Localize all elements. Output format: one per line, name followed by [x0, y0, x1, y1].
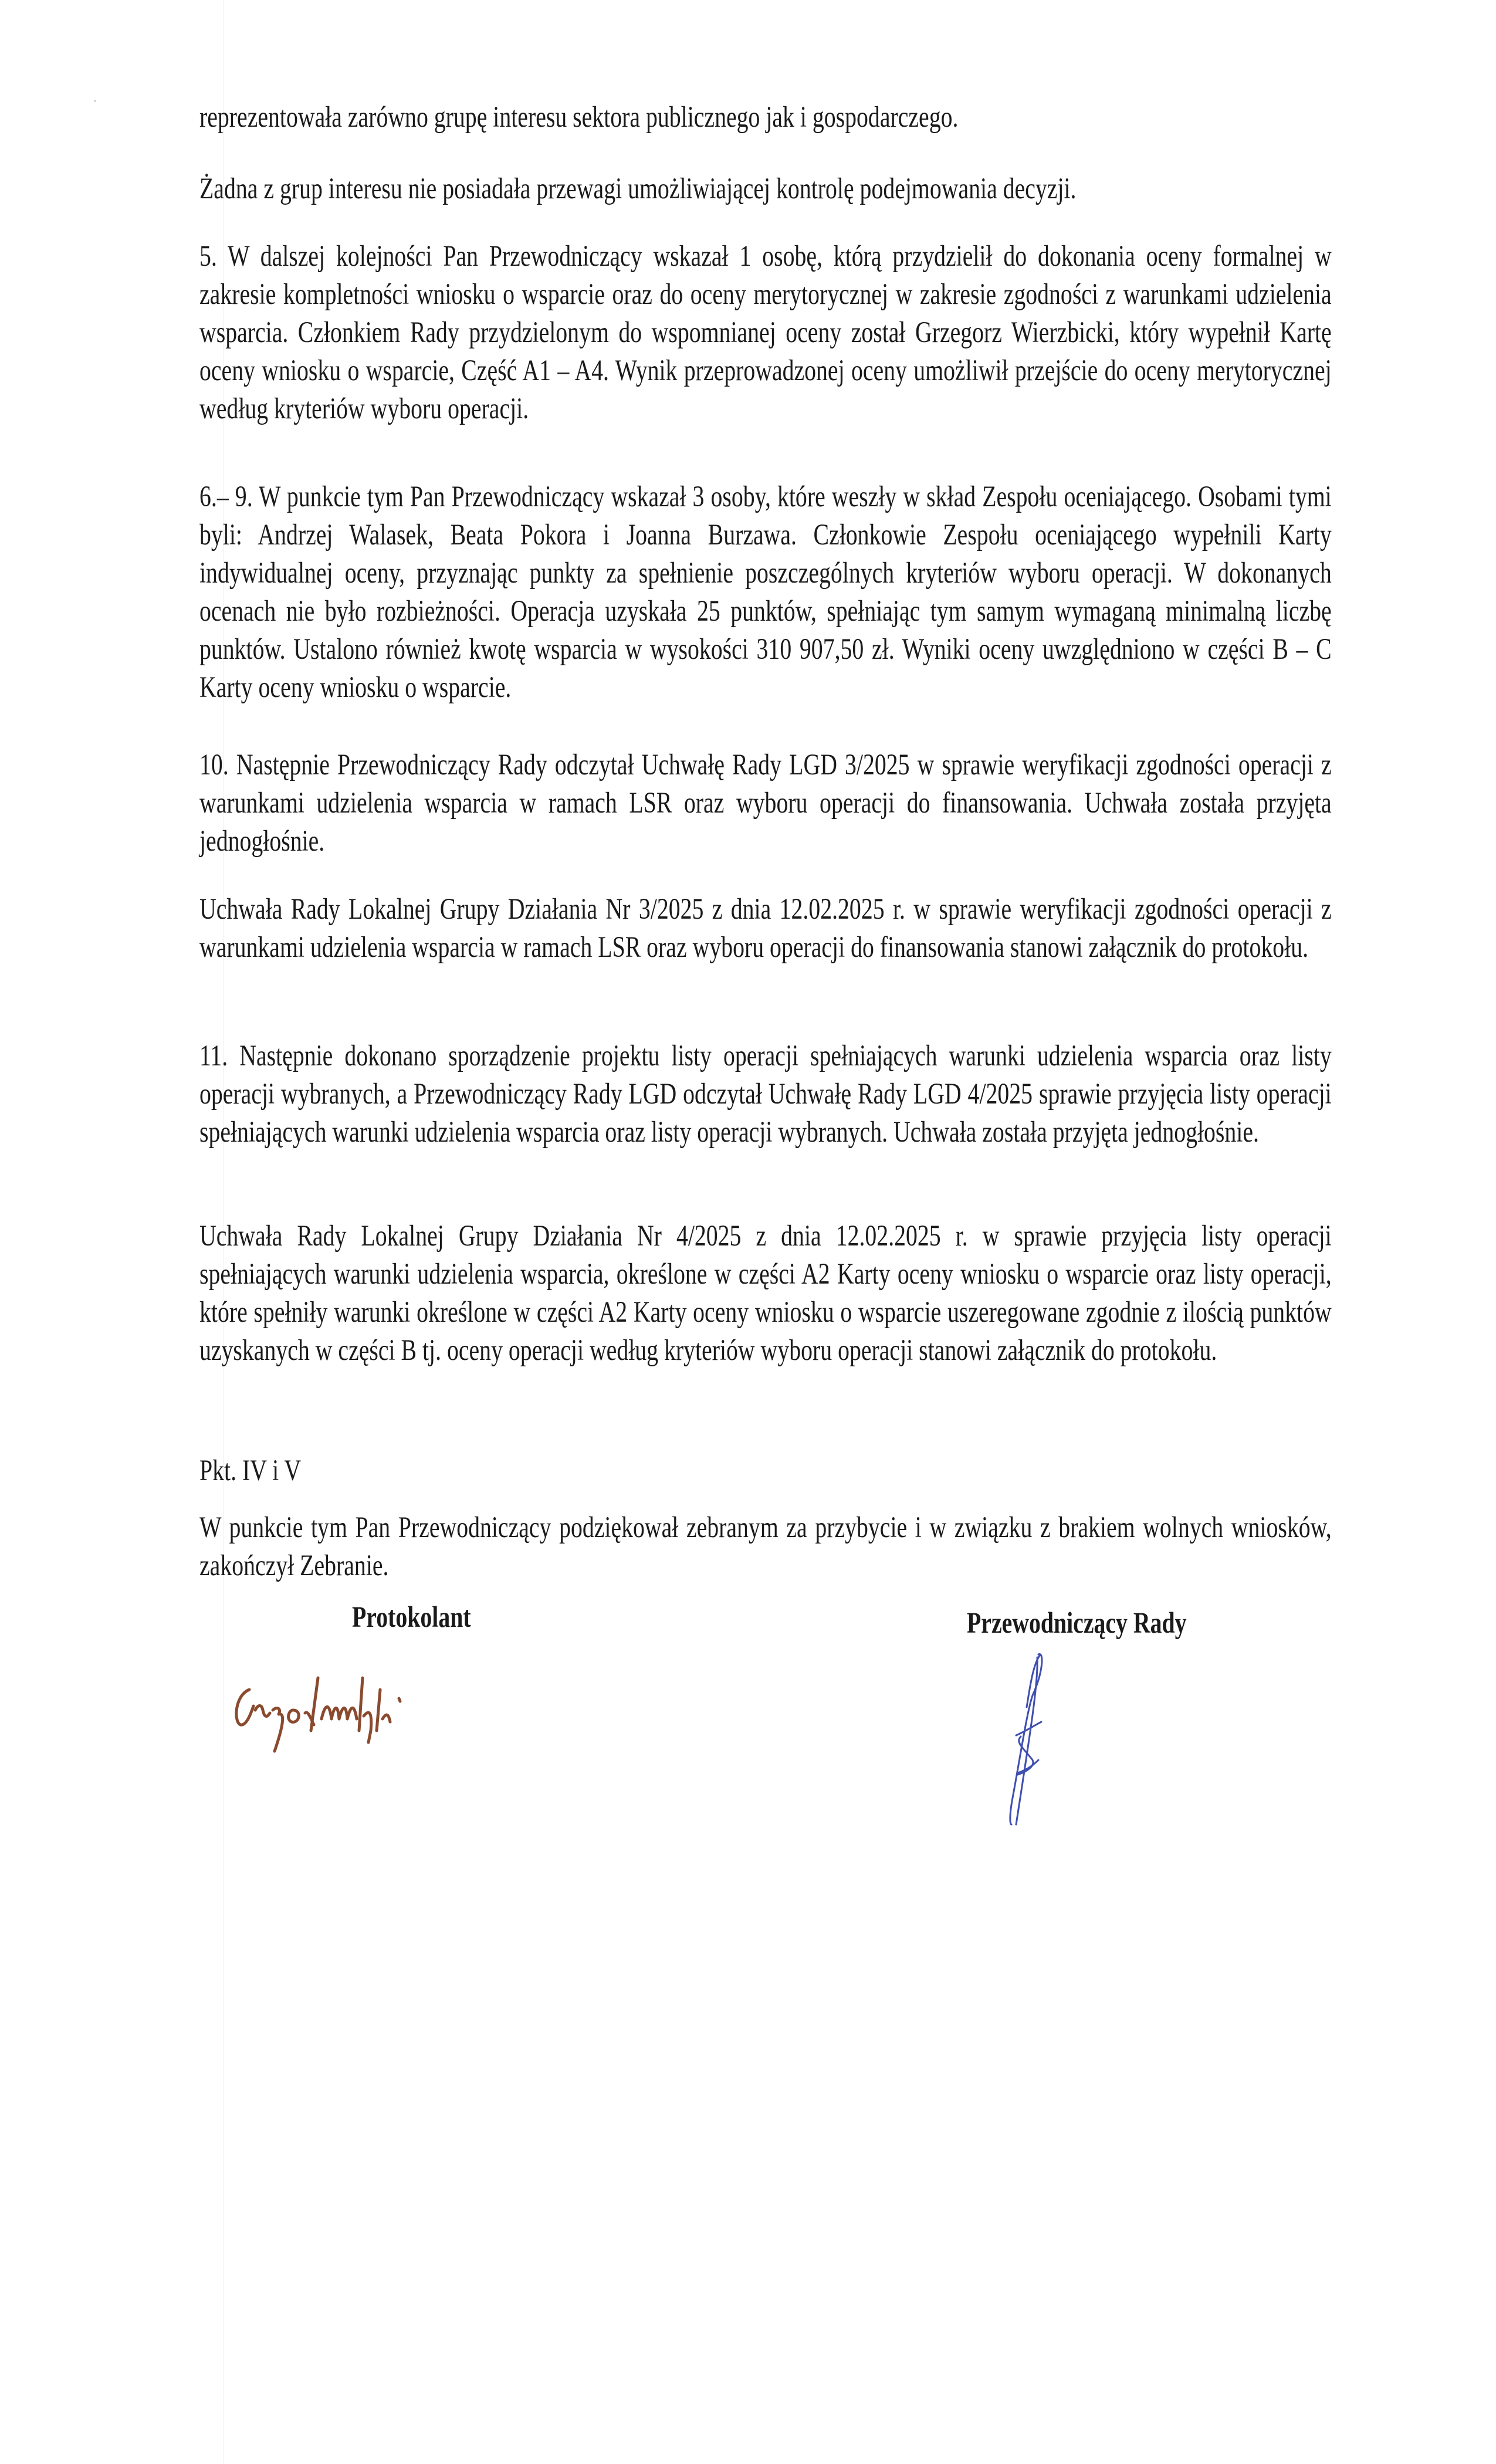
paragraph-point-10: 10. Następnie Przewodniczący Rady odczytał Uchwałę Rady LGD 3/2025 w sprawie weryfikacji zgodności operacji z warunkami udzielenia wsparcia w ramach LSR oraz wyboru operacji do finansowania. Uchwała została przyjęta jednogłośnie. [199, 749, 1332, 858]
paragraph-resolution-4: Uchwała Rady Lokalnej Grupy Działania Nr 4/2025 z dnia 12.02.2025 r. w sprawie przyjęcia listy operacji spełniających warunki udzielenia wsparcia, określone w części A2 Karty oceny wniosku o wsparcie oraz listy operacji, które spełniły warunki określone w części A2 Karty oceny wniosku o wsparcie uszeregowane zgodnie z ilością punktów uzyskanych w części B tj. oceny operacji według kryteriów wyboru operacji stanowi załącznik do protokołu. [199, 1220, 1332, 1367]
paragraph-resolution-3: Uchwała Rady Lokalnej Grupy Działania Nr 3/2025 z dnia 12.02.2025 r. w sprawie weryfikacji zgodności operacji z warunkami udzielenia wsparcia w ramach LSR oraz wyboru operacji do finansowania stanowi załącznik do protokołu. [199, 893, 1332, 964]
paragraph-intro-continuation: reprezentowała zarówno grupę interesu sektora publicznego jak i gospodarczego. [199, 101, 959, 134]
paragraph-closing: W punkcie tym Pan Przewodniczący podziękował zebranym za przybycie i w związku z brakiem wolnych wniosków, zakończył Zebranie. [199, 1511, 1332, 1582]
signature-label-protokolant: Protokolant [352, 1601, 471, 1634]
handwritten-signature-protokolant-icon [223, 1654, 622, 1783]
scan-artifact-dot [94, 100, 96, 102]
paragraph-no-dominance: Żadna z grup interesu nie posiadała przewagi umożliwiającej kontrolę podejmowania decyzji. [199, 172, 1077, 205]
paragraph-point-5: 5. W dalszej kolejności Pan Przewodniczący wskazał 1 osobę, którą przydzielił do dokonania oceny formalnej w zakresie kompletności wniosku o wsparcie oraz do oceny merytorycznej w zakresie zgodności z warunkami udzielenia wsparcia. Członkiem Rady przydzielonym do wspomnianej oceny został Grzegorz Wierzbicki, który wypełnił Kartę oceny wniosku o wsparcie, Część A1 – A4. Wynik przeprowadzonej oceny umożliwił przejście do oceny merytorycznej według kryteriów wyboru operacji. [199, 240, 1332, 425]
handwritten-signature-przewodniczacy-icon [974, 1649, 1126, 1836]
section-heading-pkt-iv-v: Pkt. IV i V [199, 1454, 302, 1487]
paragraph-point-6-9: 6.– 9. W punkcie tym Pan Przewodniczący wskazał 3 osoby, które weszły w skład Zespołu oceniającego. Osobami tymi byli: Andrzej Walasek, Beata Pokora i Joanna Burzawa. Członkowie Zespołu oceniającego wypełnili Karty indywidualnej oceny, przyznając punkty za spełnienie poszczególnych kryteriów wyboru operacji. W dokonanych ocenach nie było rozbieżności. Operacja uzyskała 25 punktów, spełniając tym samym wymaganą minimalną liczbę punktów. Ustalono również kwotę wsparcia w wysokości 310 907,50 zł. Wyniki oceny uwzględniono w części B – C Karty oceny wniosku o wsparcie. [199, 480, 1332, 704]
signature-label-przewodniczacy: Przewodniczący Rady [967, 1607, 1187, 1640]
paragraph-point-11: 11. Następnie dokonano sporządzenie projektu listy operacji spełniających warunki udzielenia wsparcia oraz listy operacji wybranych, a Przewodniczący Rady LGD odczytał Uchwałę Rady LGD 4/2025 sprawie przyjęcia listy operacji spełniających warunki udzielenia wsparcia oraz listy operacji wybranych. Uchwała została przyjęta jednogłośnie. [199, 1040, 1332, 1149]
